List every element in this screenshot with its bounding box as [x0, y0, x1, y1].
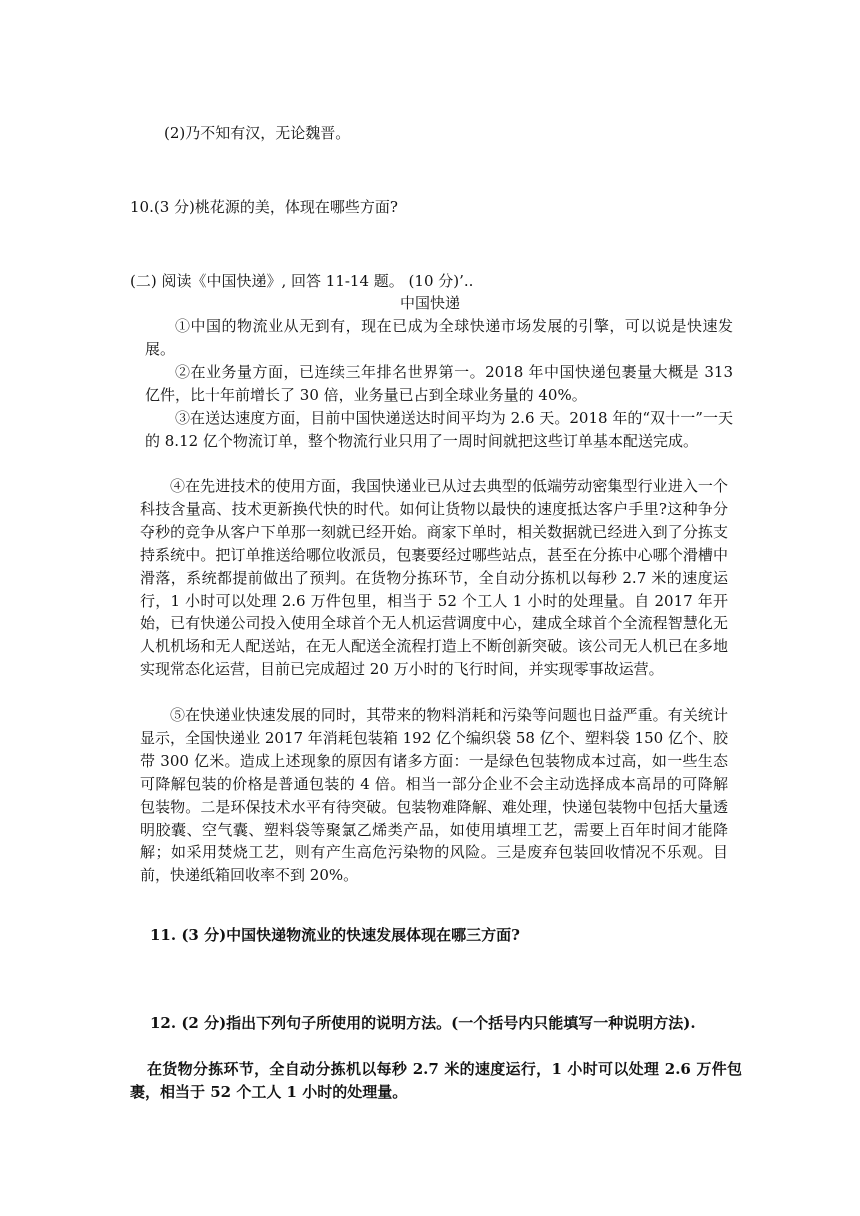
article-paragraph-5: ⑤在快递业快速发展的同时，其带来的物料消耗和污染等问题也日益严重。有关统计显示，全国快递业 2017 年消耗包装箱 192 亿个编织袋 58 亿个、塑料袋 150 亿个、胶带 300 亿米。造成上述现象的原因有诸多方面：一是绿色包装物成本过高，如一些生态可降解包装的价格是普通包装的 4 倍。相当一部分企业不会主动选择成本高昂的可降解包装物。二是环保技术水平有待突破。包装物难降解、难处理，快递包装物中包括大量透明胶囊、空气囊、塑料袋等聚氯乙烯类产品，如使用填埋工艺，需要上百年时间才能降解；如采用焚烧工艺，则有产生高危污染物的风险。三是废弃包装回收情况不乐观。目前，快递纸箱回收率不到 20%。 [140, 706, 728, 885]
question-10: 10.(3 分)桃花源的美，体现在哪些方面? [130, 198, 398, 216]
section-heading: (二) 阅读《中国快递》, 回答 11-14 题。 (10 分)’.. [130, 272, 474, 290]
article-paragraph-4: ④在先进技术的使用方面，我国快递业已从过去典型的低端劳动密集型行业进入一个科技含量高、技术更新换代快的时代。如何让货物以最快的速度抵达客户手里?这种争分夺秒的竞争从客户下单那一刻就已经开始。商家下单时，相关数据就已经进入到了分拣支持系统中。把订单推送给哪位收派员，包裹要经过哪些站点，甚至在分拣中心哪个滑槽中滑落，系统都提前做出了预判。在货物分拣环节，全自动分拣机以每秒 2.7 米的速度运行，1 小时可以处理 2.6 万件包里，相当于 52 个工人 1 小时的处理量。自 2017 年开始，已有快递公司投入使用全球首个无人机运营调度中心，建成全球首个全流程智慧化无人机机场和无人配送站，在无人配送全流程打造上不断创新突破。该公司无人机已在多地实现常态化运营，目前已完成超过 20 万小时的飞行时间，并实现零事故运营。 [140, 477, 728, 679]
article-paragraph-2: ②在业务量方面，已连续三年排名世界第一。2018 年中国快递包裹量大概是 313 亿件，比十年前增长了 30 倍，业务量已占到全球业务量的 40%。 [145, 363, 733, 404]
question-12: 12. (2 分)指出下列句子所使用的说明方法。(一个括号内只能填写一种说明方法). [150, 1014, 696, 1032]
question-9-sub2: (2)乃不知有汉，无论魏晋。 [164, 124, 351, 142]
article-paragraph-3: ③在送达速度方面，目前中国快递送达时间平均为 2.6 天。2018 年的“双十一”一天的 8.12 亿个物流订单，整个物流行业只用了一周时间就把这些订单基本配送完成。 [145, 409, 733, 450]
article-title: 中国快递 [399, 294, 460, 312]
question-12-sentence: 在货物分拣环节，全自动分拣机以每秒 2.7 米的速度运行，1 小时可以处理 2.6 万件包裹，相当于 52 个工人 1 小时的处理量。 [130, 1060, 742, 1101]
article-paragraph-1: ①中国的物流业从无到有，现在已成为全球快递市场发展的引擎，可以说是快速发展。 [145, 317, 733, 358]
question-11: 11. (3 分)中国快递物流业的快速发展体现在哪三方面? [150, 926, 520, 944]
